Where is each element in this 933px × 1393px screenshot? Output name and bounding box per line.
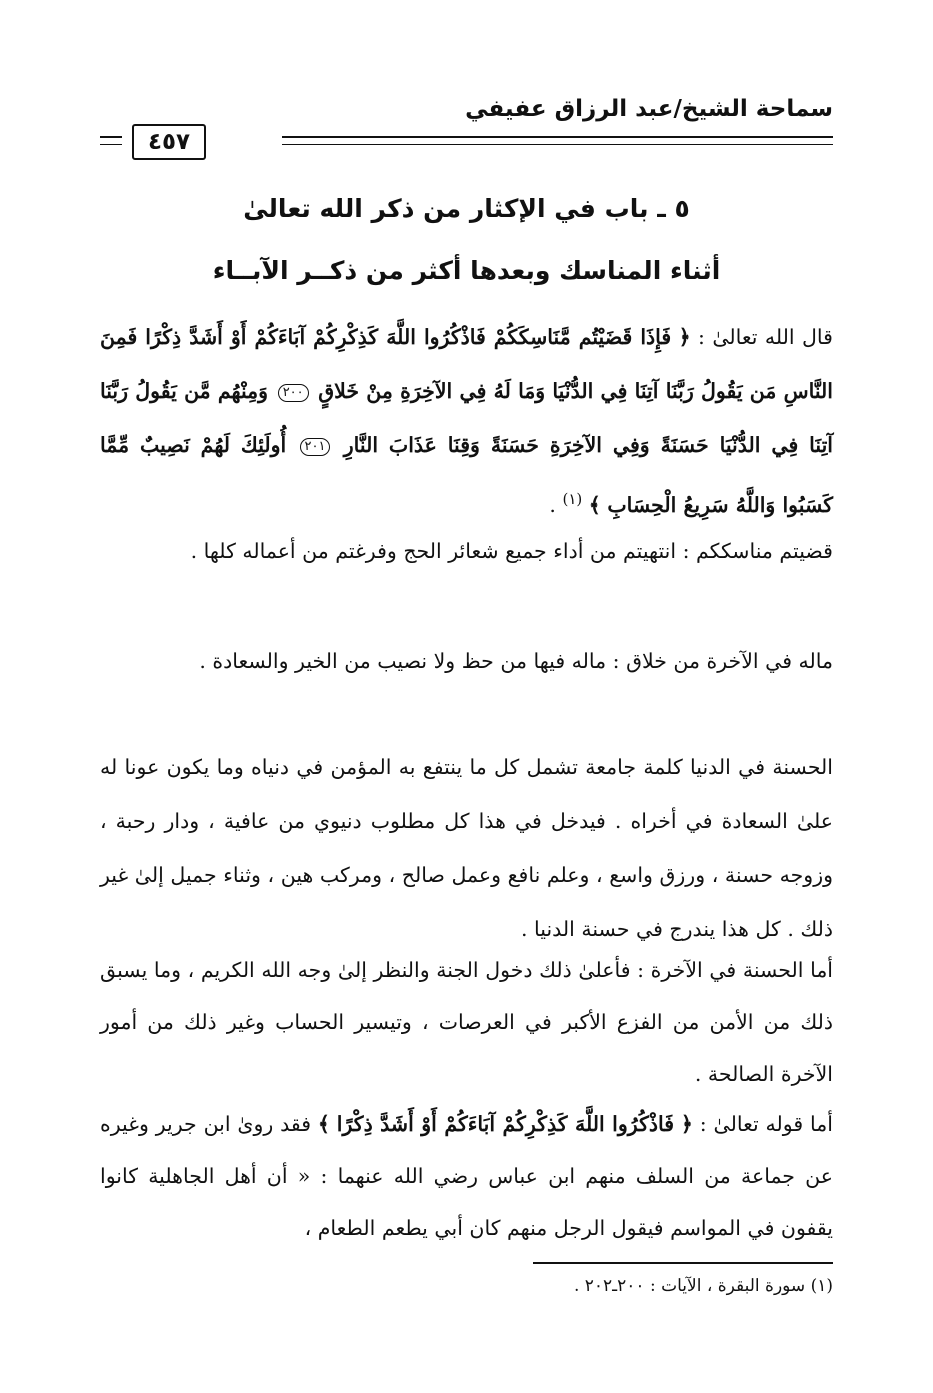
verse-paragraph: [100, 310, 833, 532]
header-rule-left: [100, 136, 122, 147]
paragraph-good-in-world: الحسنة في الدنيا كلمة جامعة تشمل كل ما ينتفع به المؤمن في دنياه وما يكون عونا له علىٰ السعادة في أخراه . فيدخل في هذا كل مطلوب دنيوي من عافية ، ودار رحبة ، وزوجه حسنة ، ورزق واسع ، وعلم نافع وعمل صالح ، ومركب هين ، وثناء جميل إلىٰ غير ذلك . كل هذا يندرج في حسنة الدنيا .: [100, 755, 833, 941]
verse-intro: قال الله تعالىٰ :: [698, 325, 833, 349]
quran-verse-c: أُولَئِكَ لَهُمْ نَصِيبٌ مِّمَّا كَسَبُوا وَاللَّهُ سَرِيعُ الْحِسَابِ: [100, 433, 833, 517]
quran-brace-open: ﴿: [680, 1112, 693, 1136]
chapter-subtitle: أثناء المناسك وبعدها أكثر من ذكــر الآبــاء: [212, 256, 721, 285]
author-name: سماحة الشيخ/عبد الرزاق عفيفي: [465, 96, 833, 122]
page-number: ٤٥٧: [132, 124, 206, 160]
verse-end: .: [549, 492, 563, 517]
quran-brace-close: ﴾: [588, 492, 601, 517]
commentary-text: فقد روىٰ ابن جرير وغيره عن جماعة من السلف منهم ابن عباس رضي الله عنهما : « أن أهل الجاهلية كانوا يقفون في المواسم فيقول الرجل منهم كان أبي يطعم الطعام ،: [100, 1112, 833, 1240]
paragraph-definition-2: ماله في الآخرة من خلاق : ماله فيها من حظ ولا نصيب من الخير والسعادة .: [199, 649, 833, 673]
page-number-frame: [122, 124, 282, 158]
quran-verse-a: فَإِذَا قَضَيْتُم مَّنَاسِكَكُمْ فَاذْكُرُوا اللَّهَ كَذِكْرِكُمْ آبَاءَكُمْ أَوْ أَشَدَّ ذِكْرًا فَمِنَ النَّاسِ مَن يَقُولُ رَبَّنَا آتِنَا فِي الدُّنْيَا وَمَا لَهُ فِي الآخِرَةِ مِنْ خَلاقٍ: [100, 325, 833, 403]
header-rule: [282, 136, 833, 147]
footnote-reference: (١): [562, 490, 583, 508]
footnote: (١) سورة البقرة ، الآيات : ٢٠٠ـ٢٠٢ .: [573, 1276, 833, 1296]
paragraph-good-in-hereafter: أما الحسنة في الآخرة : فأعلىٰ ذلك دخول الجنة والنظر إلىٰ وجه الله الكريم ، وما يسبق ذلك من الأمن من الفزع الأكبر في العرصات ، وتيسير الحساب وغير ذلك من أمور الآخرة الصالحة .: [100, 958, 833, 1086]
quran-verse: فَاذْكُرُوا اللَّهَ كَذِكْرِكُمْ آبَاءَكُمْ أَوْ أَشَدَّ ذِكْرًا: [336, 1112, 675, 1136]
paragraph-commentary: [100, 1098, 833, 1254]
running-header: [100, 96, 833, 156]
quran-brace-open: ﴿: [678, 325, 691, 349]
ayah-number-marker: ٢٠٠: [278, 384, 309, 402]
chapter-title: ٥ ـ باب في الإكثار من ذكر الله تعالىٰ: [243, 194, 690, 223]
paragraph-definition-1: قضيتم مناسككم : انتهيتم من أداء جميع شعائر الحج وفرغتم من أعماله كلها .: [190, 539, 833, 563]
quran-verse-b: وَمِنْهُم مَّن يَقُولُ رَبَّنَا آتِنَا فِي الدُّنْيَا حَسَنَةً وَفِي الآخِرَةِ حَسَنَةً وَقِنَا عَذَابَ النَّارِ: [100, 379, 833, 457]
quran-brace-close: ﴾: [317, 1112, 330, 1136]
commentary-intro: أما قوله تعالىٰ :: [699, 1112, 833, 1136]
footnote-divider: [533, 1262, 833, 1264]
ayah-number-marker: ٢٠١: [300, 438, 331, 456]
